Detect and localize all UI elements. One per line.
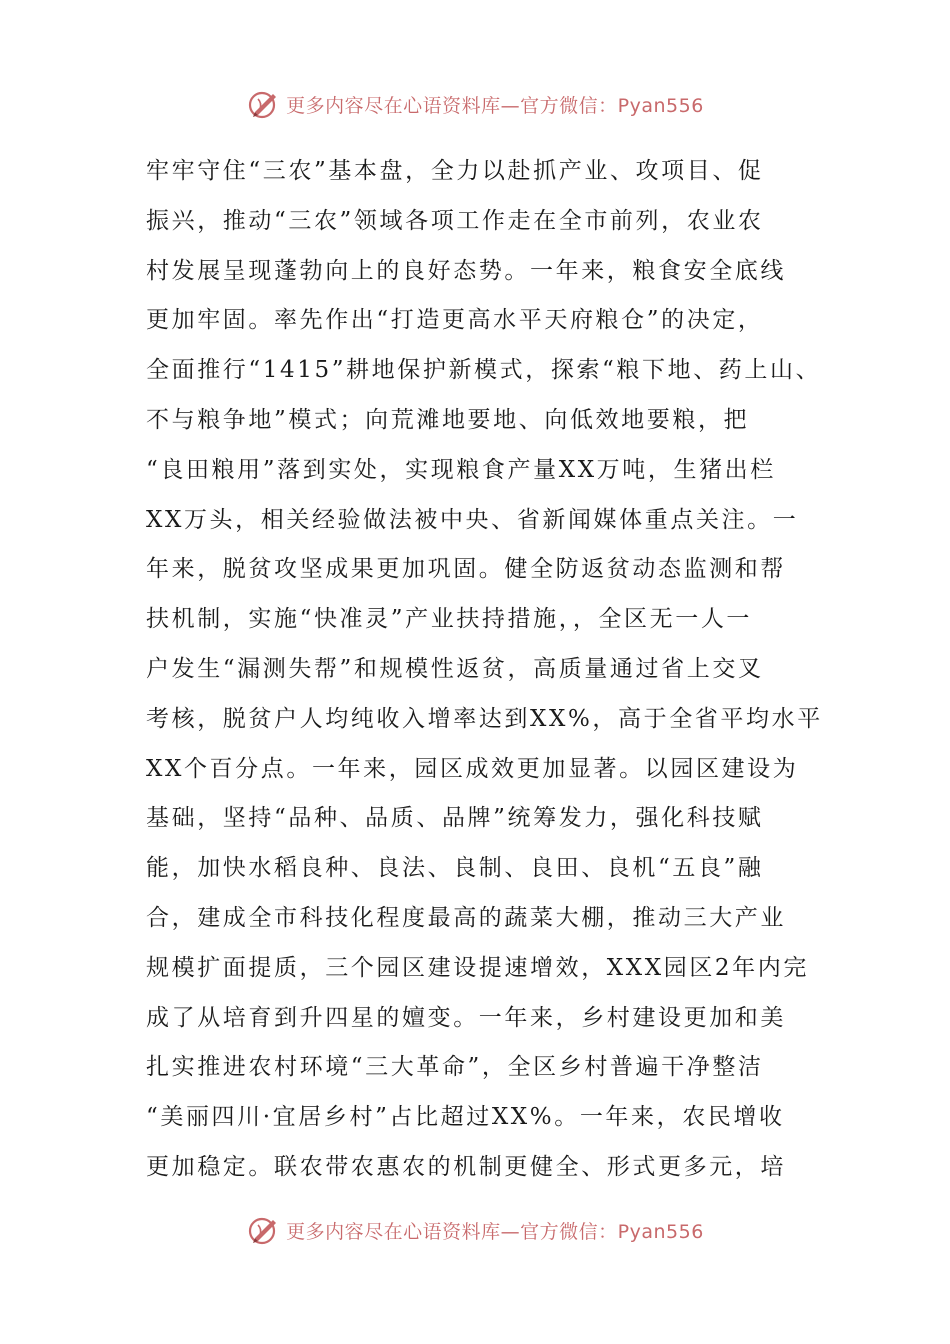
text-line: 合，建成全市科技化程度最高的蔬菜大棚，推动三大产业	[146, 904, 786, 931]
text-line: 更加牢固。率先作出“打造更高水平天府粮仓”的决定，	[146, 307, 764, 334]
text-line: XX万头，相关经验做法被中央、省新闻媒体重点关注。一	[146, 506, 799, 533]
pen-logo-icon	[246, 87, 280, 121]
text-line: 基础，坚持“品种、品质、品牌”统筹发力，强化科技赋	[146, 805, 764, 832]
header-banner-text: 更多内容尽在心语资料库—官方微信：Pyan556	[286, 94, 704, 117]
text-line: 扎实推进农村环境“三大革命”，全区乡村普遍干净整洁	[146, 1054, 764, 1081]
footer-banner	[0, 1210, 950, 1250]
text-line: 村发展呈现蓬勃向上的良好态势。一年来，粮食安全底线	[146, 257, 786, 284]
text-line: 考核，脱贫户人均纯收入增率达到XX%，高于全省平均水平	[146, 705, 823, 732]
text-line: 扶机制，实施“快准灵”产业扶持措施，，全区无一人一	[146, 606, 753, 633]
pen-logo-icon	[246, 1213, 280, 1247]
text-line: 牢牢守住“三农”基本盘，全力以赴抓产业、攻项目、促	[146, 158, 764, 184]
text-line: 更加稳定。联农带农惠农的机制更健全、形式更多元，培	[146, 1153, 786, 1180]
text-line: 能，加快水稻良种、良法、良制、良田、良机“五良”融	[146, 855, 764, 882]
text-line: 振兴，推动“三农”领域各项工作走在全市前列，农业农	[146, 207, 764, 234]
text-line: 全面推行“1415”耕地保护新模式，探索“粮下地、药上山、	[146, 357, 822, 384]
text-line: XX个百分点。一年来，园区成效更加显著。以园区建设为	[146, 755, 799, 782]
text-line: 规模扩面提质，三个园区建设提速增效，XXX园区2年内完	[146, 954, 809, 981]
header-banner	[0, 84, 950, 124]
document-body	[146, 147, 826, 1193]
text-line: 年来，脱贫攻坚成果更加巩固。健全防返贫动态监测和帮	[146, 556, 786, 583]
text-line: 成了从培育到升四星的嬗变。一年来，乡村建设更加和美	[146, 1004, 786, 1031]
text-line: 不与粮争地”模式；向荒滩地要地、向低效地要粮，把	[146, 406, 750, 433]
text-line: 户发生“漏测失帮”和规模性返贫，高质量通过省上交叉	[146, 655, 764, 682]
text-line: “良田粮用”落到实处，实现粮食产量XX万吨，生猪出栏	[146, 456, 776, 483]
text-line: “美丽四川·宜居乡村”占比超过XX%。一年来，农民增收	[146, 1104, 785, 1131]
footer-banner-text: 更多内容尽在心语资料库—官方微信：Pyan556	[286, 1220, 704, 1243]
